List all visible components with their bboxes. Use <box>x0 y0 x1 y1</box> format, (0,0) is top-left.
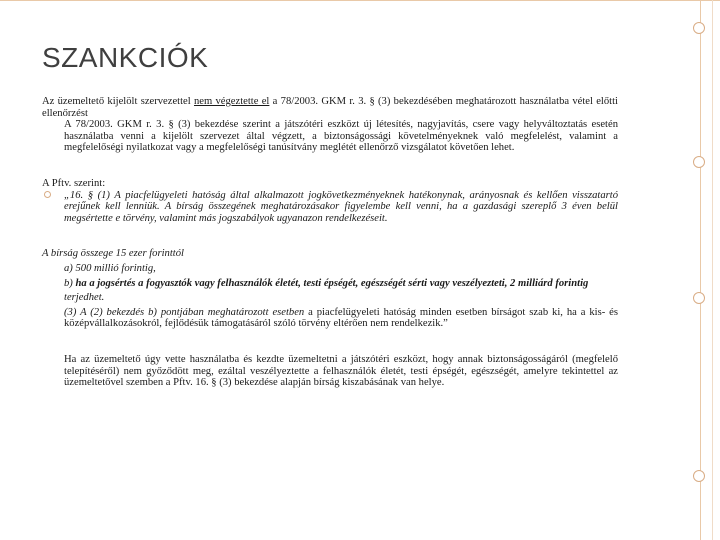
paragraph-fine-amount: A bírság összege 15 ezer forinttól <box>42 248 184 260</box>
slide-title: SZANKCIÓK <box>42 42 209 73</box>
paragraph-pftv-intro: A Pftv. szerint: <box>42 177 106 189</box>
bullet-item <box>42 190 618 225</box>
frame-top-line <box>0 0 720 1</box>
italic-text: (3) A (2) bekezdés b) pontjában meghatározott esetben <box>64 306 305 318</box>
paragraph-fine-3 <box>42 307 618 330</box>
text-run: Az üzemeltető kijelölt szervezettel <box>42 96 194 107</box>
text-run: a piacfelügyeleti hatóság minden esetben bírságot szab ki, ha a kis- és középvállalkozásokról, fejlődésük támogatásáról szóló törvény eltérően nem rendelkezik.” <box>64 306 618 330</box>
paragraph-terjedhet: terjedhet. <box>64 292 105 304</box>
decorative-ring-icon <box>693 156 705 168</box>
paragraph-conclusion: Ha az üzemeltető úgy vette használatba és kezdte üzemeltetni a játszótéri eszközt, hogy annak biztonságosságáról (megfelelő telepítéséről) nem győződött meg, ezáltal veszélyeztette a felhasználók életét, testi épségét, egészségét, amelyre tekintettel az üzemeltetővel szemben a Pftv. 16. § (3) bekezdése alapján bírság kiszabásának van helye. <box>64 353 618 389</box>
underlined-text: nem végeztette el <box>193 96 270 107</box>
paragraph-gkm-regulation: A 78/2003. GKM r. 3. § (3) bekezdése szerint a játszótéri eszközt új létesítés, nagyjavítás, csere vagy helyváltoztatás esetén használatba venni a kijelölt szervezet által végzett, a biztonságossági követelményeknek való megfelelést, valamint a megfelelőségi nyilatkozat vagy a megfelelőségi tanúsítvány meglétét ellenőrző vizsgálatot követően lehet. <box>64 119 618 154</box>
decorative-ring-icon <box>693 292 705 304</box>
paragraph-fine-b <box>42 278 618 290</box>
text-run: a 78/2003. GKM r. 3. § (3) bekezdésében meghatározott használatba vétel előtti ellenőrzést <box>42 96 619 119</box>
frame-vertical-line <box>700 0 701 540</box>
frame-right-line <box>712 0 713 540</box>
paragraph-sanction-condition <box>42 96 618 119</box>
paragraph-pftv-quote: „16. § (1) A piacfelügyeleti hatóság által alkalmazott jogkövetkezményeknek hatékonynak, arányosnak és kellően visszatartó erejűnek kell lenniük. A bírság összegének meghatározásakor figyelembe kell venni, ha a gazdasági szereplő 3 éven belül megsértette e törvény, valamint más jogszabályok ugyanazon rendelkezéseit. <box>64 189 618 224</box>
text-run: b) <box>64 277 76 289</box>
decorative-ring-icon <box>693 22 705 34</box>
bullet-ring-icon <box>44 191 51 198</box>
paragraph-fine-a: a) 500 millió forintig, <box>64 262 156 274</box>
slide-content <box>42 96 618 389</box>
decorative-ring-icon <box>693 470 705 482</box>
bold-text: ha a jogsértés a fogyasztók vagy felhasználók életét, testi épségét, egészségét sérti vagy veszélyezteti, 2 milliárd forintig <box>75 277 589 289</box>
